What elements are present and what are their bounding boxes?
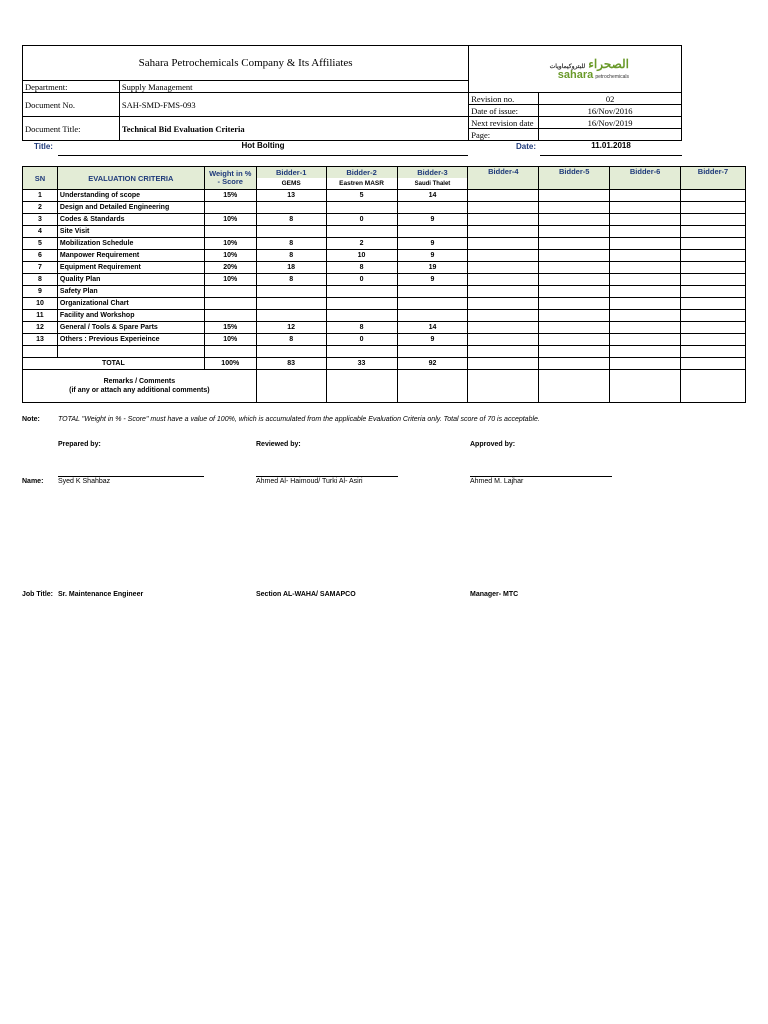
total-row <box>23 358 746 370</box>
approved-name: Ahmed M. Lajhar <box>470 478 524 485</box>
date-label: Date: <box>516 142 537 151</box>
row-bidder-7-score <box>681 274 746 286</box>
table-row <box>23 286 746 298</box>
prepared-job-title: Sr. Maintenance Engineer <box>58 591 144 598</box>
row-criteria: Safety Plan <box>57 286 204 298</box>
header-bidder-4: Bidder-4 <box>468 167 539 190</box>
bidder-2-name: Eastren MASR <box>326 178 397 190</box>
next-revision-label: Next revision date <box>469 117 539 129</box>
revision-value: 02 <box>539 93 682 105</box>
prepared-by-label: Prepared by: <box>58 441 101 448</box>
row-weight: 10% <box>204 238 256 250</box>
bidder-3-name: Saudi Thalet <box>397 178 468 190</box>
issue-label: Date of issue: <box>469 105 539 117</box>
note-text: TOTAL "Weight in % - Score" must have a value of 100%, which is accumulated from the applicable Evaluation Criteria only. Total score of 70 is acceptable. <box>58 416 540 423</box>
row-criteria: Equipment Requirement <box>57 262 204 274</box>
row-bidder-4-score <box>468 226 539 238</box>
row-sn: 11 <box>23 310 58 322</box>
table-row <box>23 262 746 274</box>
row-bidder-7-score <box>681 298 746 310</box>
reviewed-job-title: Section AL-WAHA/ SAMAPCO <box>256 591 356 598</box>
row-bidder-1-score: 13 <box>256 190 326 202</box>
row-bidder-7-score <box>681 322 746 334</box>
table-row <box>23 214 746 226</box>
row-bidder-6-score <box>610 298 681 310</box>
row-bidder-5-score <box>539 250 610 262</box>
row-bidder-1-score: 18 <box>256 262 326 274</box>
row-bidder-3-score: 9 <box>397 334 468 346</box>
row-bidder-7-score <box>681 262 746 274</box>
row-bidder-5-score <box>539 262 610 274</box>
evaluation-table <box>22 166 746 403</box>
logo-arabic-sub: للبتروكيماويات <box>549 63 586 70</box>
department-label: Department: <box>23 81 120 93</box>
header-bidder-6: Bidder-6 <box>610 167 681 190</box>
header-weight: Weight in % - Score <box>204 167 256 190</box>
row-sn: 1 <box>23 190 58 202</box>
row-bidder-7-score <box>681 214 746 226</box>
row-sn: 10 <box>23 298 58 310</box>
row-sn: 8 <box>23 274 58 286</box>
row-bidder-5-score <box>539 190 610 202</box>
note-label: Note: <box>22 416 40 423</box>
row-bidder-2-score: 0 <box>326 334 397 346</box>
row-bidder-6-score <box>610 274 681 286</box>
row-weight <box>204 226 256 238</box>
row-bidder-3-score: 14 <box>397 190 468 202</box>
row-bidder-5-score <box>539 322 610 334</box>
row-criteria: Quality Plan <box>57 274 204 286</box>
table-row <box>23 310 746 322</box>
row-bidder-5-score <box>539 298 610 310</box>
row-bidder-4-score <box>468 298 539 310</box>
row-bidder-3-score: 9 <box>397 250 468 262</box>
row-weight: 10% <box>204 250 256 262</box>
row-criteria: Site Visit <box>57 226 204 238</box>
reviewed-name: Ahmed Al- Haimoud/ Turki Al- Asiri <box>256 478 363 485</box>
docno-label: Document No. <box>23 93 120 117</box>
header-criteria: EVALUATION CRITERIA <box>57 167 204 190</box>
row-sn: 12 <box>23 322 58 334</box>
row-bidder-2-score: 8 <box>326 262 397 274</box>
row-bidder-7-score <box>681 190 746 202</box>
row-bidder-6-score <box>610 190 681 202</box>
name-label: Name: <box>22 478 44 485</box>
criteria-rows <box>23 190 746 346</box>
row-bidder-5-score <box>539 274 610 286</box>
row-bidder-1-score <box>256 310 326 322</box>
next-revision-value: 16/Nov/2019 <box>539 117 682 129</box>
table-row <box>23 238 746 250</box>
row-sn: 13 <box>23 334 58 346</box>
row-bidder-6-score <box>610 310 681 322</box>
row-bidder-1-score: 12 <box>256 322 326 334</box>
row-bidder-7-score <box>681 310 746 322</box>
logo-arabic: الصحراء <box>588 56 629 71</box>
total-label: TOTAL <box>23 358 205 370</box>
company-logo <box>469 46 682 93</box>
row-bidder-5-score <box>539 310 610 322</box>
row-bidder-2-score: 0 <box>326 214 397 226</box>
row-bidder-1-score <box>256 298 326 310</box>
row-weight <box>204 310 256 322</box>
row-bidder-6-score <box>610 262 681 274</box>
company-name: Sahara Petrochemicals Company & Its Affiliates <box>23 46 469 81</box>
header-sn: SN <box>23 167 58 190</box>
page-value <box>539 129 682 141</box>
row-weight: 15% <box>204 190 256 202</box>
logo-latin: sahara <box>557 68 594 81</box>
row-weight: 10% <box>204 214 256 226</box>
row-bidder-2-score: 8 <box>326 322 397 334</box>
approved-signature-line <box>470 476 612 477</box>
row-bidder-7-score <box>681 334 746 346</box>
row-bidder-2-score: 5 <box>326 190 397 202</box>
header-bidder-2: Bidder-2 <box>326 167 397 179</box>
row-bidder-3-score <box>397 226 468 238</box>
row-bidder-3-score <box>397 298 468 310</box>
row-bidder-5-score <box>539 226 610 238</box>
row-bidder-7-score <box>681 238 746 250</box>
row-bidder-6-score <box>610 250 681 262</box>
spacer-row <box>23 346 746 358</box>
row-sn: 6 <box>23 250 58 262</box>
total-bidder-3: 92 <box>397 358 468 370</box>
table-row <box>23 274 746 286</box>
row-bidder-6-score <box>610 238 681 250</box>
row-weight: 10% <box>204 334 256 346</box>
row-criteria: Organizational Chart <box>57 298 204 310</box>
row-criteria: Mobilization Schedule <box>57 238 204 250</box>
row-bidder-7-score <box>681 250 746 262</box>
row-weight: 20% <box>204 262 256 274</box>
table-row <box>23 226 746 238</box>
bidder-1-name: GEMS <box>256 178 326 190</box>
prepared-name: Syed K Shahbaz <box>58 478 111 485</box>
row-bidder-4-score <box>468 190 539 202</box>
row-bidder-1-score: 8 <box>256 334 326 346</box>
row-bidder-7-score <box>681 286 746 298</box>
row-bidder-3-score <box>397 286 468 298</box>
row-weight: 15% <box>204 322 256 334</box>
reviewed-by-label: Reviewed by: <box>256 441 301 448</box>
remarks-line-1: Remarks / Comments <box>103 377 176 385</box>
row-sn: 3 <box>23 214 58 226</box>
row-weight <box>204 202 256 214</box>
logo-latin-sub: petrochemicals <box>595 73 629 80</box>
row-bidder-7-score <box>681 202 746 214</box>
doctitle-value: Technical Bid Evaluation Criteria <box>119 117 468 141</box>
header-bidder-5: Bidder-5 <box>539 167 610 190</box>
row-criteria: Facility and Workshop <box>57 310 204 322</box>
header-bidder-7: Bidder-7 <box>681 167 746 190</box>
row-bidder-4-score <box>468 310 539 322</box>
row-bidder-2-score <box>326 202 397 214</box>
row-bidder-2-score <box>326 310 397 322</box>
row-criteria: Manpower Requirement <box>57 250 204 262</box>
row-bidder-2-score: 10 <box>326 250 397 262</box>
approved-job-title: Manager- MTC <box>470 591 519 598</box>
row-bidder-1-score <box>256 226 326 238</box>
remarks-label <box>23 370 257 403</box>
title-value: Hot Bolting <box>58 141 468 156</box>
row-bidder-6-score <box>610 214 681 226</box>
page-label: Page: <box>469 129 539 141</box>
row-criteria: Codes & Standards <box>57 214 204 226</box>
docno-value: SAH-SMD-FMS-093 <box>119 93 468 117</box>
document-header <box>22 45 682 141</box>
row-bidder-3-score: 9 <box>397 214 468 226</box>
row-bidder-6-score <box>610 334 681 346</box>
table-row <box>23 334 746 346</box>
row-sn: 5 <box>23 238 58 250</box>
row-bidder-6-score <box>610 322 681 334</box>
row-bidder-3-score: 9 <box>397 238 468 250</box>
table-row <box>23 322 746 334</box>
row-bidder-4-score <box>468 250 539 262</box>
row-bidder-4-score <box>468 262 539 274</box>
row-bidder-4-score <box>468 286 539 298</box>
row-bidder-1-score: 8 <box>256 250 326 262</box>
row-criteria: Design and Detailed Engineering <box>57 202 204 214</box>
row-bidder-4-score <box>468 214 539 226</box>
row-bidder-4-score <box>468 322 539 334</box>
row-bidder-6-score <box>610 226 681 238</box>
row-weight <box>204 286 256 298</box>
row-bidder-2-score: 2 <box>326 238 397 250</box>
row-bidder-5-score <box>539 238 610 250</box>
row-criteria: Understanding of scope <box>57 190 204 202</box>
row-bidder-1-score: 8 <box>256 238 326 250</box>
total-weight: 100% <box>204 358 256 370</box>
table-row <box>23 298 746 310</box>
table-row <box>23 190 746 202</box>
row-bidder-4-score <box>468 274 539 286</box>
row-bidder-3-score <box>397 202 468 214</box>
remarks-line-2: (if any or attach any additional comments) <box>69 387 210 394</box>
row-sn: 9 <box>23 286 58 298</box>
doctitle-label: Document Title: <box>23 117 120 141</box>
jobtitle-label: Job Title: <box>22 591 53 598</box>
row-bidder-2-score: 0 <box>326 274 397 286</box>
row-bidder-4-score <box>468 238 539 250</box>
row-bidder-1-score: 8 <box>256 274 326 286</box>
table-row <box>23 250 746 262</box>
row-sn: 4 <box>23 226 58 238</box>
row-bidder-2-score <box>326 286 397 298</box>
row-bidder-6-score <box>610 286 681 298</box>
header-bidder-1: Bidder-1 <box>256 167 326 179</box>
issue-value: 16/Nov/2016 <box>539 105 682 117</box>
title-label: Title: <box>34 142 53 151</box>
remarks-row <box>23 370 746 403</box>
row-bidder-2-score <box>326 298 397 310</box>
approved-by-label: Approved by: <box>470 441 516 448</box>
total-bidder-1: 83 <box>256 358 326 370</box>
row-bidder-7-score <box>681 226 746 238</box>
row-bidder-1-score <box>256 202 326 214</box>
row-bidder-2-score <box>326 226 397 238</box>
prepared-signature-line <box>58 476 204 477</box>
row-bidder-5-score <box>539 214 610 226</box>
reviewed-signature-line <box>256 476 398 477</box>
header-bidder-3: Bidder-3 <box>397 167 468 179</box>
row-weight: 10% <box>204 274 256 286</box>
row-bidder-1-score <box>256 286 326 298</box>
row-bidder-3-score: 14 <box>397 322 468 334</box>
date-value: 11.01.2018 <box>540 141 682 156</box>
row-bidder-5-score <box>539 334 610 346</box>
row-weight <box>204 298 256 310</box>
row-criteria: General / Tools & Spare Parts <box>57 322 204 334</box>
row-criteria: Others : Previous Experieince <box>57 334 204 346</box>
total-bidder-2: 33 <box>326 358 397 370</box>
row-bidder-3-score <box>397 310 468 322</box>
row-sn: 7 <box>23 262 58 274</box>
table-row <box>23 202 746 214</box>
department-value: Supply Management <box>119 81 468 93</box>
row-bidder-4-score <box>468 202 539 214</box>
row-bidder-5-score <box>539 202 610 214</box>
revision-label: Revision no. <box>469 93 539 105</box>
row-bidder-1-score: 8 <box>256 214 326 226</box>
row-bidder-5-score <box>539 286 610 298</box>
row-sn: 2 <box>23 202 58 214</box>
row-bidder-3-score: 19 <box>397 262 468 274</box>
row-bidder-3-score: 9 <box>397 274 468 286</box>
row-bidder-6-score <box>610 202 681 214</box>
row-bidder-4-score <box>468 334 539 346</box>
